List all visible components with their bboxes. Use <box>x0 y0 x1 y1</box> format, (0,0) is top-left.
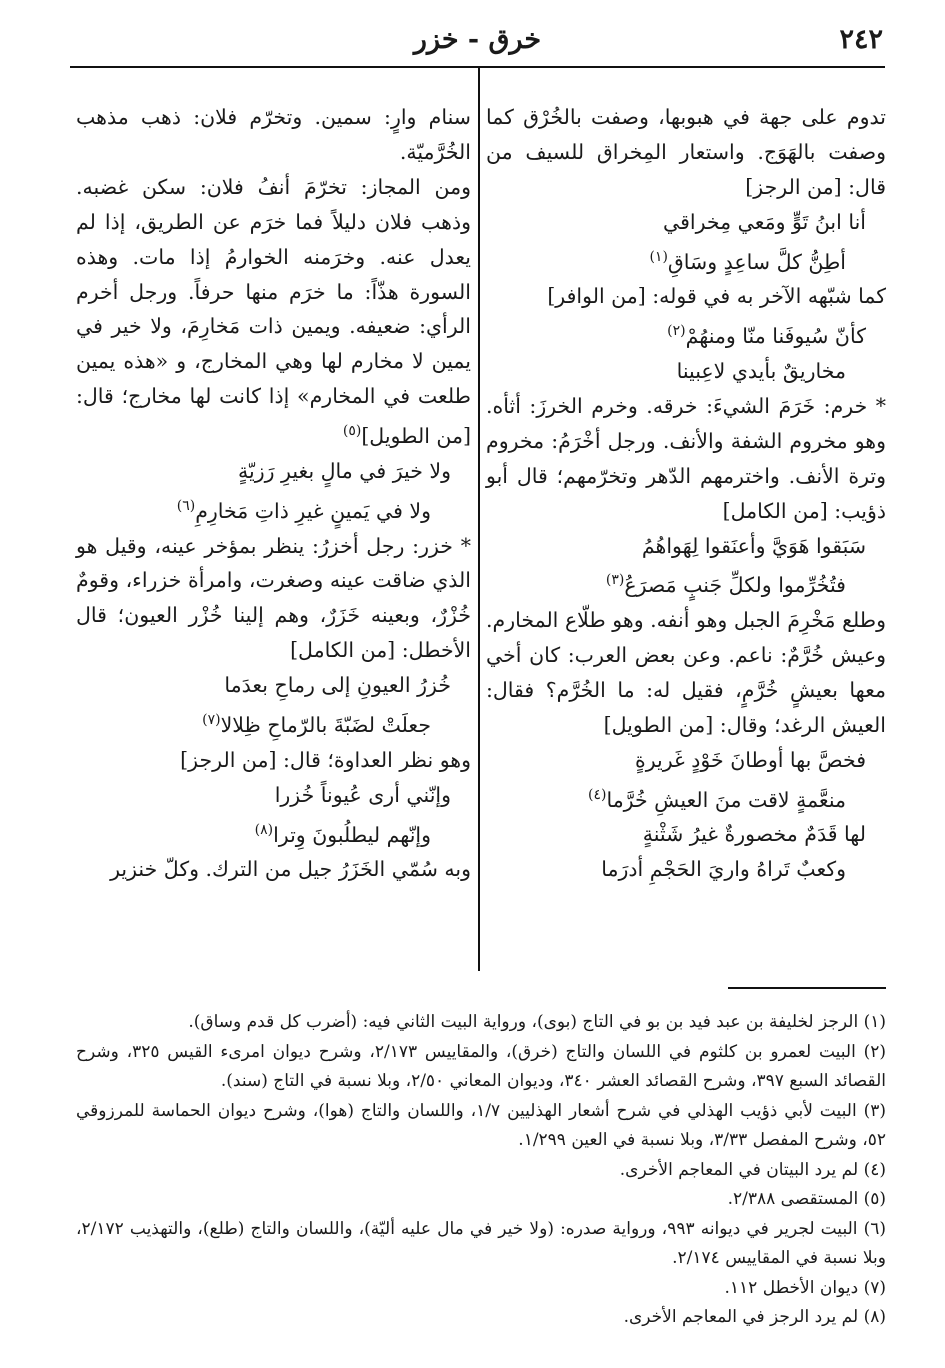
paragraph: وهو نظر العداوة؛ قال: [من الرجز] <box>180 747 471 772</box>
footnote: (٤) لم يرد البيتان في المعاجم الأخرى. <box>619 1159 886 1180</box>
footnote-ref: (٧) <box>202 712 221 729</box>
footnote: (١) الرجز لخليفة بن عبد فيد بن بو في التاج (بوى)، ورواية البيت الثاني فيه: (أضرب كل قدم وساق). <box>188 1012 886 1032</box>
verse-line <box>486 778 886 818</box>
verse-line <box>76 813 471 853</box>
verse-text: منعَّمةٍ لاقت منَ العيشِ خُرَّما <box>606 787 846 812</box>
verse-line <box>76 703 471 743</box>
paragraph-text: ومن المجاز: تخرّمَ أنفُ فلان: سكن غضبه. وذهب فلان دليلاً فما خرَم عن الطريق، إذا لم يعدل عنه. وخرَمنه الخوارمُ إذا مات. وهذه السورة هذّاً: ما خرَم منها حرفاً. ورجل أخرم الرأي: ضعيفه. ويمين ذات مَخارِمَ، ولا خير في يمين لا مخارم لها وهي المخارج، و «هذه يمين طلعت في المخارم» إذا كانت لها مخارج؛ قال: [من الطويل] <box>76 174 471 448</box>
paragraph: كما شبّهه الآخر به في قوله: [من الوافر] <box>547 284 886 309</box>
verse-text: جعلَتْ لضَبّةَ بالرّماحِ ظِلالا <box>220 712 431 737</box>
verse-text: كأنّ سُيوفَنا منّا ومنهُمْ <box>685 324 866 349</box>
verse-line <box>76 489 471 529</box>
paragraph: وبه سُمّي الخَزَرُ جيل من الترك. وكلّ خنزير <box>110 857 471 882</box>
paragraph: سنام وارٍ: سمين. وتخرّم فلان: ذهب مذهب الخُرَّميّة. <box>76 105 471 164</box>
verse-line <box>486 314 886 354</box>
verse-line: ولا خيرَ في مالٍ بغيرِ رَزيّةٍ <box>238 458 451 483</box>
page-header <box>70 20 885 68</box>
verse-line: سَبَقوا هَوَيَّ وأعنَقوا لِهَواهُمُ <box>641 533 866 558</box>
entry-khzr: * خزر: رجل أخزرُ: ينظر بمؤخر عينه، وقيل هو الذي ضاقت عينه وصغرت، وامرأة خزراء، وقومٌ خُزْرٌ، وبعينه خَزَرٌ، وهم إلينا خُزْر العيون؛ قال الأخطل: [من الكامل] <box>76 533 471 663</box>
footnote: (٧) ديوان الأخطل ١١٢. <box>724 1277 886 1298</box>
verse-line <box>486 240 886 280</box>
entry-khrm: * خرم: خَرَمَ الشيءَ: خرقه. وخرم الخرزَ: أثأه. وهو مخروم الشفة والأنف. ورجل أخْرَمُ: مخروم وترة الأنف. واخترمهم الدّهر وتخرّمهم؛ قال أبو ذؤيب: [من الكامل] <box>486 393 886 523</box>
footnote-ref: (٢) <box>667 323 686 340</box>
verse-text: فتُخُرِّموا ولكلِّ جَنبٍ مَصرَعُ <box>624 573 846 598</box>
footnote: (٨) لم يرد الرجز في المعاجم الأخرى. <box>623 1307 886 1327</box>
verse-line: لها قَدَمٌ مخصورةٌ غيرُ شَثْنةٍ <box>642 822 866 847</box>
verse-line: خُزرُ العيونِ إلى رماحِ بعدَما <box>224 673 451 698</box>
verse-text: ولا في يَمينٍ غيرِ ذاتِ مَخارِمِ <box>195 498 431 523</box>
footnote: (٦) البيت لجرير في ديوانه ٩٩٣، ورواية صدره: (ولا خير في مال عليه أليّة)، واللسان والتاج (طلع)، والتهذيب ٢/١٧٢، وبلا نسبة في المقاييس ٢/١٧٤. <box>76 1218 886 1268</box>
page-number: ٢٤٢ <box>839 24 883 55</box>
verse-line: أنا ابنُ تَوٍّ ومَعي مِخراقي <box>663 209 866 234</box>
footnote-ref: (٣) <box>605 572 625 589</box>
footnote-ref: (١) <box>649 248 668 265</box>
verse-line: وإنّني أرى عُيوناً خُزرا <box>274 782 451 807</box>
verse-text: أطِنُّ كلَّ ساعِدٍ وسَاقِ <box>667 249 846 274</box>
verse-line: فخصَّ بها أوطانَ خَوْدٍ غَريرةٍ <box>634 747 866 772</box>
page-title: خرق - خزر <box>413 24 542 55</box>
footnote: (٥) المستقصى ٢/٣٨٨. <box>727 1189 886 1209</box>
footnote-ref: (٤) <box>587 786 607 803</box>
footnote-ref: (٥) <box>342 423 362 440</box>
footnote-ref: (٦) <box>176 497 196 514</box>
left-column <box>76 100 471 980</box>
column-divider <box>478 66 480 971</box>
footnotes <box>76 1008 886 1333</box>
footnote: (٢) البيت لعمرو بن كلثوم في اللسان والتاج (خرق)، والمقاييس ٢/١٧٣، وشرح ديوان امرىء القيس ٣٢٥، وشرح القصائد السبع ٣٩٧، وشرح القصائد العشر ٣٤٠، وديوان المعاني ٢/٥٠، وبلا نسبة في التاج (سند). <box>76 1041 887 1091</box>
verse-line <box>486 563 886 603</box>
right-column <box>486 100 886 980</box>
paragraph <box>76 170 471 454</box>
footnote-ref: (٨) <box>254 821 274 838</box>
footnote: (٣) البيت لأبي ذؤيب الهذلي في شرح أشعار الهذليين ١/٧، واللسان والتاج (هوا)، وشرح ديوان الحماسة للمرزوقي ٥٢، وشرح المفصل ٣/٣٣، وبلا نسبة في العين ١/٢٩٩. <box>76 1100 886 1150</box>
paragraph: تدوم على جهة في هبوبها، وصفت بالخُرْق كما وصفت بالهَوَج. واستعار المِخراق للسيف من قال: [من الرجز] <box>486 105 886 199</box>
verse-line: مخاريقٌ بأيدي لاعِبينا <box>676 359 846 383</box>
verse-line: وكعبٌ تَراهُ واريَ الحَجْمِ أدرَما <box>601 857 846 882</box>
footnote-rule <box>728 987 886 989</box>
paragraph: وطلع مَخْرِمَ الجبل وهو أنفه. وهو طلّاع المخارم. وعيش خُرَّمٌ: ناعم. وعن بعض العرب: كان أخي معها بعيشٍ خُرَّمٍ، فقيل له: ما الخُرَّم؟ فقال: العيش الرغد؛ وقال: [من الطويل] <box>486 608 886 737</box>
verse-text: وإنّهم ليطلُبونَ وِترا <box>273 822 431 847</box>
